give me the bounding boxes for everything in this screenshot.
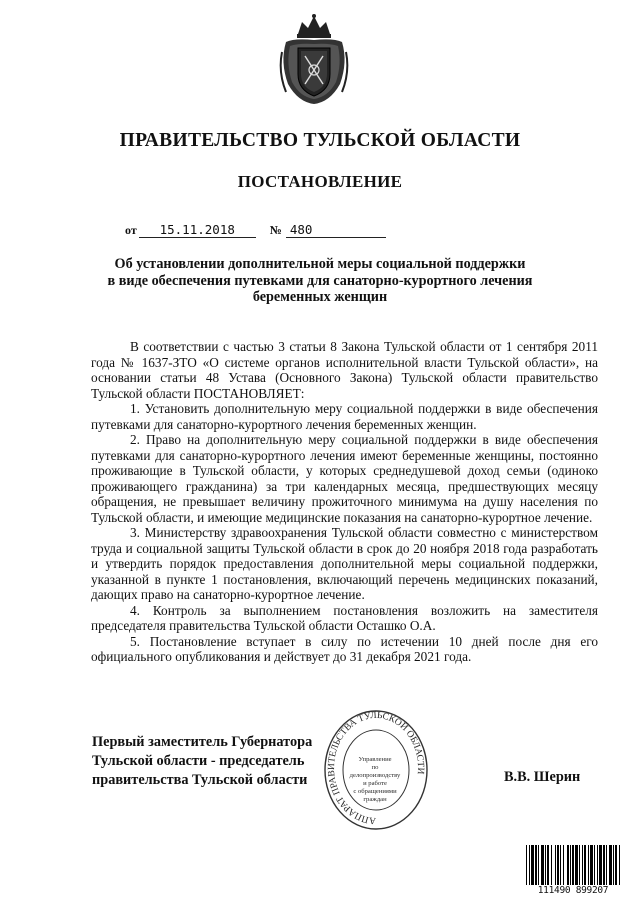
document-date: 15.11.2018 xyxy=(139,223,256,238)
signatory-line: Первый заместитель Губернатора xyxy=(92,734,313,750)
heading-line: Об установлении дополнительной меры социальной поддержки xyxy=(114,256,526,272)
stamp-line: Управление xyxy=(358,756,392,763)
body-paragraph-item-4: 4. Контроль за выполнением постановления возложить на заместителя председателя правительства Тульской области Осташко О.А. xyxy=(91,602,598,633)
barcode-bar xyxy=(575,845,578,885)
signatory-line: правительства Тульской области xyxy=(92,772,308,788)
barcode-bar xyxy=(606,845,607,885)
official-stamp xyxy=(322,708,430,832)
signatory-name: В.В. Шерин xyxy=(504,769,581,785)
date-number-line xyxy=(125,222,386,238)
barcode-bar xyxy=(567,845,569,885)
barcode-bar xyxy=(613,845,614,885)
barcode-bar xyxy=(563,845,564,885)
stamp-inner-text xyxy=(346,756,404,804)
body-paragraph-item-3: 3. Министерству здравоохранения Тульской области совместно с министерством труда и социальной защиты Тульской области в срок до 20 ноября 2018 года разработать и утвердить порядок предоставления дополнительной меры социальной поддержки, указанной в пункте 1 постановления, включающий перечень медицинских показаний, дающих право на санаторно-курортное лечение. xyxy=(91,525,598,602)
stamp-ring-text: АППАРАТ ПРАВИТЕЛЬСТВА ТУЛЬСКОЙ ОБЛАСТИ xyxy=(326,710,426,826)
stamp-line: с обращениями xyxy=(353,788,397,795)
barcode-bar xyxy=(579,845,580,885)
body-paragraph-item-2: 2. Право на дополнительную меру социальной поддержки в виде обеспечения путевками для санаторно-курортного лечения имеют беременные женщины, постоянно проживающие в Тульской области, у которых среднедушевой доход семьи (одиноко проживающего гражданина) за три календарных месяца, предшествующих месяцу обращения, не превышает величину прожиточного минимума на душу населения по Тульской области, и имеющие медицинские показания на санаторно-курортное лечение. xyxy=(91,432,598,525)
body-paragraph-item-1: 1. Установить дополнительную меру социальной поддержки в виде обеспечения путевками для санаторно-курортного лечения беременных женщин. xyxy=(91,401,598,432)
barcode-bar xyxy=(619,845,620,885)
number-label: № xyxy=(269,223,282,237)
signatory-title xyxy=(92,733,312,790)
document-type: ПОСТАНОВЛЕНИЕ xyxy=(237,172,403,191)
barcode-bar xyxy=(555,845,556,885)
barcode-bar xyxy=(531,845,534,885)
barcode-bar xyxy=(560,845,561,885)
barcode-bar xyxy=(572,845,574,885)
barcode-bar xyxy=(545,845,546,885)
barcode-bar xyxy=(547,845,549,885)
government-title: ПРАВИТЕЛЬСТВО ТУЛЬСКОЙ ОБЛАСТИ xyxy=(119,130,521,151)
barcode-bar xyxy=(526,845,527,885)
barcode-bar xyxy=(597,845,598,885)
barcode-bar xyxy=(529,845,530,885)
barcode-bar xyxy=(538,845,539,885)
barcode-bar xyxy=(603,845,605,885)
barcode-bar xyxy=(609,845,612,885)
stamp-line: граждан xyxy=(363,796,387,803)
barcode-bar xyxy=(599,845,602,885)
barcode-bar xyxy=(588,845,589,885)
signatory-line: Тульской области - председатель xyxy=(92,753,305,769)
barcode-bar xyxy=(615,845,617,885)
document-body xyxy=(91,339,598,665)
document-heading xyxy=(80,256,560,306)
document-number: 480 xyxy=(286,223,386,238)
body-paragraph-preamble: В соответствии с частью 3 статьи 8 Закона Тульской области от 1 сентября 2011 года № 1637-ЗТО «О системе органов исполнительной власти Тульской области», на основании статьи 48 Устава (Основного Закона) Тульской области правительство Тульской области ПОСТАНОВЛЯЕТ: xyxy=(91,339,598,401)
barcode-bar xyxy=(570,845,571,885)
date-label: от xyxy=(125,223,137,237)
barcode-bar xyxy=(582,845,583,885)
barcode-bar xyxy=(584,845,586,885)
heading-line: беременных женщин xyxy=(252,289,388,305)
barcode-number: 111490 899207 xyxy=(524,885,622,896)
stamp-line: по делопроизводству xyxy=(349,764,401,779)
barcode-bar xyxy=(541,845,544,885)
body-paragraph-item-5: 5. Постановление вступает в силу по истечении 10 дней после дня его официального опубликования и действует до 31 декабря 2021 года. xyxy=(91,633,598,664)
heading-line: в виде обеспечения путевками для санаторно-курортного лечения xyxy=(107,272,533,289)
barcode-bar xyxy=(590,845,593,885)
barcode-bar xyxy=(535,845,537,885)
barcode-bar xyxy=(551,845,552,885)
barcode-bar xyxy=(594,845,595,885)
stamp-line: и работе xyxy=(363,780,387,787)
tula-coat-of-arms-icon xyxy=(278,12,350,106)
barcode-bar xyxy=(557,845,559,885)
